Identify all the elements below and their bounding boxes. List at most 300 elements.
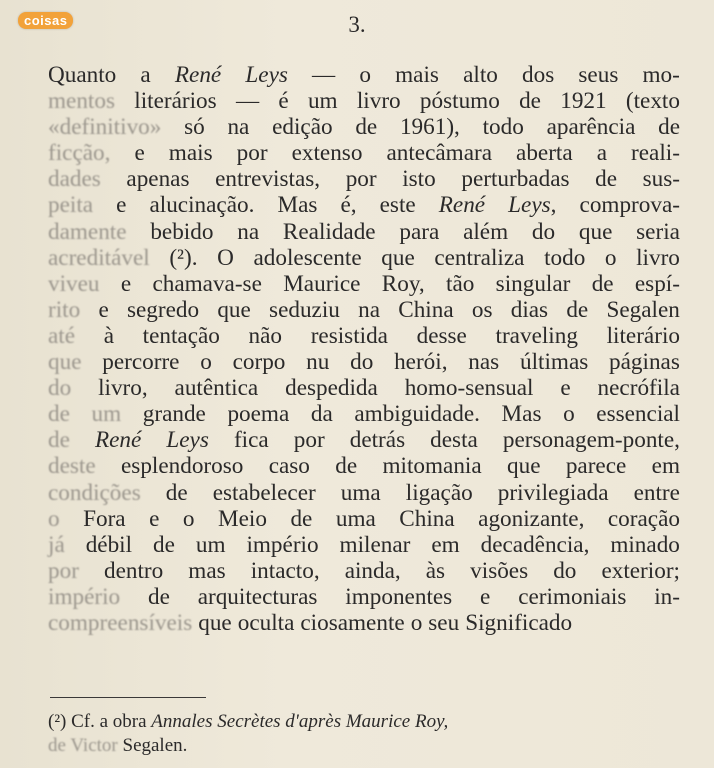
word xyxy=(83,506,126,532)
word xyxy=(340,532,411,558)
text-run: para xyxy=(399,218,440,245)
word xyxy=(198,610,231,636)
text-run: o xyxy=(604,244,617,271)
text-run: espí- xyxy=(634,270,680,297)
word xyxy=(610,532,680,558)
word xyxy=(592,271,614,297)
word xyxy=(86,532,132,558)
word xyxy=(48,427,70,453)
text-run: este xyxy=(379,192,416,219)
word xyxy=(430,427,478,453)
text-run: os xyxy=(471,296,493,323)
word xyxy=(183,506,195,532)
word xyxy=(636,219,680,245)
word xyxy=(428,610,459,636)
text-run: na xyxy=(237,218,260,245)
text-run: despedida xyxy=(285,375,378,402)
text-run: por xyxy=(236,140,268,167)
word xyxy=(227,401,289,427)
word xyxy=(607,323,680,349)
word xyxy=(359,62,371,88)
text-run: um xyxy=(307,88,338,115)
text-run: de xyxy=(165,479,188,506)
text-run: in- xyxy=(654,583,680,610)
text-run: é xyxy=(278,88,289,115)
text-run: livro xyxy=(356,88,401,115)
text-run: do xyxy=(531,218,556,245)
text-run: sus- xyxy=(642,166,680,193)
word xyxy=(213,480,316,506)
word xyxy=(463,62,498,88)
text-run: de xyxy=(335,453,358,480)
word xyxy=(48,271,100,297)
word xyxy=(249,323,282,349)
text-run: e xyxy=(120,270,132,297)
word xyxy=(631,140,680,166)
text-run: grande xyxy=(142,401,206,428)
word xyxy=(341,480,381,506)
word xyxy=(48,245,150,271)
text-run: China xyxy=(399,505,455,532)
word xyxy=(92,401,122,427)
text-run: traveling xyxy=(495,322,578,349)
word xyxy=(48,558,79,584)
text-run: que xyxy=(198,609,232,636)
paragraph-line xyxy=(48,323,680,349)
word xyxy=(48,166,101,192)
word xyxy=(518,584,626,610)
text-run: à xyxy=(103,322,114,349)
word xyxy=(597,140,607,166)
text-run: — xyxy=(312,62,336,88)
text-run: livro, xyxy=(98,375,148,402)
text-run: tão xyxy=(446,270,475,297)
word xyxy=(483,114,524,140)
text-run: decadência, xyxy=(480,531,590,558)
word xyxy=(48,140,110,166)
word xyxy=(102,349,179,375)
text-run: Segalen. xyxy=(117,735,188,756)
word xyxy=(175,375,259,401)
text-run: herói, xyxy=(394,349,448,376)
word xyxy=(48,114,161,140)
word xyxy=(345,584,452,610)
word xyxy=(426,558,445,584)
text-run: esplendoroso xyxy=(121,453,244,480)
text-run: que xyxy=(507,453,541,480)
word xyxy=(48,349,81,375)
text-run: Meio xyxy=(218,505,267,532)
word xyxy=(166,427,209,453)
word xyxy=(345,558,401,584)
word xyxy=(658,114,680,140)
paragraph-line xyxy=(48,506,680,532)
word xyxy=(283,271,360,297)
text-run: uma xyxy=(335,505,376,532)
text-run: oculta xyxy=(237,609,295,636)
text-run: seria xyxy=(636,218,680,245)
paragraph-line xyxy=(48,62,680,88)
text-run: por xyxy=(293,427,325,454)
text-run: a xyxy=(140,62,151,88)
paragraph-line xyxy=(48,166,680,192)
text-run: necrófila xyxy=(597,375,680,402)
text-run: Maurice xyxy=(283,270,361,297)
word xyxy=(116,192,126,218)
text-run: corpo xyxy=(232,349,286,376)
footnote xyxy=(48,710,680,758)
text-run: dos xyxy=(522,62,555,88)
word xyxy=(498,480,609,506)
text-run: apenas xyxy=(126,166,190,193)
text-run: alto xyxy=(463,62,498,88)
paragraph-line xyxy=(48,584,680,610)
word xyxy=(598,375,680,401)
word xyxy=(358,297,380,323)
text-run: o xyxy=(410,609,423,636)
text-run: é, xyxy=(340,192,357,219)
word xyxy=(386,140,492,166)
word xyxy=(608,506,680,532)
word xyxy=(354,401,480,427)
text-run: o xyxy=(48,505,60,532)
text-run: tentação xyxy=(142,322,220,349)
word xyxy=(605,245,617,271)
word xyxy=(503,427,680,453)
text-run: império xyxy=(246,531,319,558)
text-run: o xyxy=(359,62,371,88)
word xyxy=(566,453,626,479)
word xyxy=(522,62,554,88)
word xyxy=(48,219,127,245)
text-run: arquitecturas xyxy=(197,583,318,610)
word xyxy=(411,610,423,636)
text-run: até xyxy=(48,322,76,349)
text-run: Mas xyxy=(277,192,318,219)
text-run: mo- xyxy=(642,62,680,88)
word xyxy=(563,401,575,427)
word xyxy=(350,427,405,453)
text-run: em xyxy=(431,531,460,558)
text-run: e xyxy=(98,296,109,323)
word xyxy=(285,375,378,401)
word xyxy=(95,427,141,453)
text-run: além xyxy=(463,218,509,245)
word xyxy=(470,558,528,584)
word xyxy=(463,219,508,245)
text-run: singular xyxy=(495,270,571,297)
word xyxy=(283,219,376,245)
word xyxy=(48,453,96,479)
text-run: viveu xyxy=(48,270,100,297)
paragraph-line xyxy=(48,297,680,323)
word xyxy=(355,114,377,140)
word xyxy=(508,192,556,218)
text-run: entre xyxy=(633,479,680,506)
text-run: mais xyxy=(168,140,213,167)
text-run: René xyxy=(174,62,222,88)
text-run: o xyxy=(563,401,575,428)
word xyxy=(434,245,524,271)
word xyxy=(382,453,481,479)
text-run: todo xyxy=(482,114,524,141)
text-run: do xyxy=(350,349,374,376)
paragraph-line xyxy=(48,427,680,453)
paragraph-line xyxy=(48,114,680,140)
word xyxy=(233,349,286,375)
text-run: de xyxy=(290,505,313,532)
word xyxy=(468,349,499,375)
word xyxy=(520,349,588,375)
text-run: mas xyxy=(188,557,226,584)
text-run: últimas xyxy=(519,349,589,376)
word xyxy=(578,62,618,88)
text-run: de Victor xyxy=(48,735,118,756)
word xyxy=(402,166,436,192)
text-run: essencial xyxy=(596,401,680,428)
text-run: uma xyxy=(340,479,381,506)
word xyxy=(98,297,108,323)
footnote-line xyxy=(48,710,680,734)
text-run: autêntica xyxy=(174,375,259,402)
text-run: não xyxy=(248,322,283,349)
paragraph-line xyxy=(48,453,680,479)
word xyxy=(544,245,585,271)
word xyxy=(152,271,261,297)
text-run: desta xyxy=(430,427,478,454)
text-run: de xyxy=(595,166,618,193)
paragraph-line xyxy=(48,140,680,166)
paragraph-line xyxy=(48,88,680,114)
text-run: império xyxy=(48,583,121,610)
text-run: estabelecer xyxy=(212,479,316,506)
text-run: débil xyxy=(85,531,133,558)
text-run: , xyxy=(550,192,557,219)
word xyxy=(217,297,250,323)
word xyxy=(292,140,363,166)
text-run: homo-sensual xyxy=(404,375,534,402)
word xyxy=(48,401,70,427)
word xyxy=(140,62,150,88)
word xyxy=(394,349,447,375)
text-run: já xyxy=(48,531,65,558)
text-run: por xyxy=(48,557,79,584)
word xyxy=(246,532,318,558)
word xyxy=(48,192,93,218)
text-run: Leys xyxy=(508,192,551,219)
word xyxy=(196,532,226,558)
text-run: parece xyxy=(565,453,627,480)
word xyxy=(399,219,439,245)
word xyxy=(382,271,425,297)
word xyxy=(48,532,65,558)
paragraph-line xyxy=(48,480,680,506)
word xyxy=(200,349,212,375)
text-run: fica xyxy=(233,427,269,454)
text-run: e xyxy=(134,140,145,167)
word xyxy=(357,88,401,114)
paragraph-line xyxy=(48,375,680,401)
word xyxy=(104,558,163,584)
text-run: de xyxy=(147,583,170,610)
text-run: de xyxy=(48,427,70,454)
text-run: «definitivo» xyxy=(48,114,162,141)
word xyxy=(595,166,617,192)
text-run: às xyxy=(425,557,446,584)
word xyxy=(519,88,541,114)
text-run: ficção, xyxy=(48,140,111,167)
text-run: e xyxy=(116,192,127,219)
word xyxy=(566,297,588,323)
text-run: Annales Secrètes d'après Maurice Roy, xyxy=(151,711,449,732)
word xyxy=(269,453,310,479)
text-run: dentro xyxy=(103,557,164,584)
word xyxy=(48,375,71,401)
word xyxy=(635,271,680,297)
word xyxy=(153,532,175,558)
word xyxy=(166,480,188,506)
word xyxy=(335,453,357,479)
word xyxy=(381,245,414,271)
word xyxy=(48,584,120,610)
text-run: póstumo xyxy=(419,88,500,115)
text-run: intacto, xyxy=(250,557,320,584)
text-run: e xyxy=(149,505,160,532)
text-run: René xyxy=(94,427,142,454)
word xyxy=(48,88,115,114)
word xyxy=(606,297,679,323)
watermark-logo: coisas xyxy=(18,12,73,29)
word xyxy=(465,610,572,636)
word xyxy=(48,610,192,636)
text-run: de xyxy=(591,270,614,297)
text-run: da xyxy=(310,401,333,428)
word xyxy=(626,88,680,114)
word xyxy=(48,62,116,88)
word xyxy=(560,88,606,114)
word xyxy=(580,192,680,218)
word xyxy=(405,375,534,401)
text-run: detrás xyxy=(349,427,406,454)
word xyxy=(290,506,312,532)
text-run: antecâmara xyxy=(386,140,492,167)
word xyxy=(502,401,542,427)
text-run: comprova- xyxy=(579,192,680,219)
text-run: aparência xyxy=(546,114,636,141)
text-run: Quanto xyxy=(48,62,117,88)
word xyxy=(306,349,329,375)
text-run: de xyxy=(658,114,680,141)
text-run: literário xyxy=(606,322,680,349)
word xyxy=(516,140,573,166)
word xyxy=(149,192,254,218)
word xyxy=(121,453,243,479)
word xyxy=(238,610,295,636)
word xyxy=(472,297,493,323)
word xyxy=(312,62,335,88)
word xyxy=(560,375,570,401)
word xyxy=(184,114,205,140)
word xyxy=(311,323,388,349)
text-run: ligação xyxy=(405,479,473,506)
text-run: Segalen xyxy=(606,296,680,323)
text-run: na xyxy=(227,114,250,141)
word xyxy=(400,114,460,140)
text-run: resistida xyxy=(310,322,388,349)
text-run: Fora xyxy=(83,505,126,532)
text-run: 1961), xyxy=(399,114,460,141)
word xyxy=(634,480,680,506)
text-run: compreensíveis xyxy=(48,609,193,636)
text-run: páginas xyxy=(609,349,680,376)
text-run: (texto xyxy=(625,88,680,115)
text-run: que xyxy=(48,349,82,376)
text-run: adolescente xyxy=(253,244,362,271)
text-run: do xyxy=(48,375,72,402)
word xyxy=(380,192,416,218)
text-run: de xyxy=(355,114,378,141)
text-run: rito xyxy=(48,296,81,323)
text-run: acreditável xyxy=(48,244,150,271)
text-run: isto xyxy=(402,166,436,193)
text-run: condições xyxy=(48,479,141,506)
word xyxy=(398,297,453,323)
text-run: dias xyxy=(510,296,549,323)
word xyxy=(547,114,636,140)
text-run: seu xyxy=(428,609,460,636)
word xyxy=(507,453,540,479)
word xyxy=(480,584,490,610)
word xyxy=(121,271,131,297)
text-run: cerimoniais xyxy=(518,583,627,610)
word xyxy=(215,166,320,192)
text-run: que xyxy=(381,244,415,271)
word xyxy=(340,192,356,218)
word xyxy=(395,62,439,88)
text-run: de xyxy=(153,531,175,558)
text-run: poema xyxy=(227,401,290,428)
text-run: seduziu xyxy=(269,296,340,323)
word xyxy=(236,88,259,114)
word xyxy=(48,297,80,323)
text-run: o xyxy=(200,349,212,376)
text-run: agonizante, xyxy=(478,505,585,532)
text-run: Realidade xyxy=(282,218,376,245)
text-run: Leys xyxy=(166,427,209,454)
word xyxy=(336,506,376,532)
word xyxy=(48,323,75,349)
word xyxy=(553,558,576,584)
paragraph-line xyxy=(48,558,680,584)
word xyxy=(654,584,680,610)
word xyxy=(300,610,404,636)
paragraph-line xyxy=(48,192,680,218)
text-run: peita xyxy=(48,192,94,219)
word xyxy=(636,245,680,271)
text-run: caso xyxy=(268,453,310,480)
word xyxy=(278,88,288,114)
text-run: Roy, xyxy=(381,270,425,297)
word xyxy=(48,506,60,532)
text-run: aberta xyxy=(516,140,573,167)
text-run: ainda, xyxy=(344,557,401,584)
text-run: segredo xyxy=(126,296,200,323)
word xyxy=(217,245,234,271)
footnote-line xyxy=(48,734,680,758)
word xyxy=(406,480,473,506)
text-run: imponentes xyxy=(345,583,453,610)
text-run: por xyxy=(345,166,377,193)
